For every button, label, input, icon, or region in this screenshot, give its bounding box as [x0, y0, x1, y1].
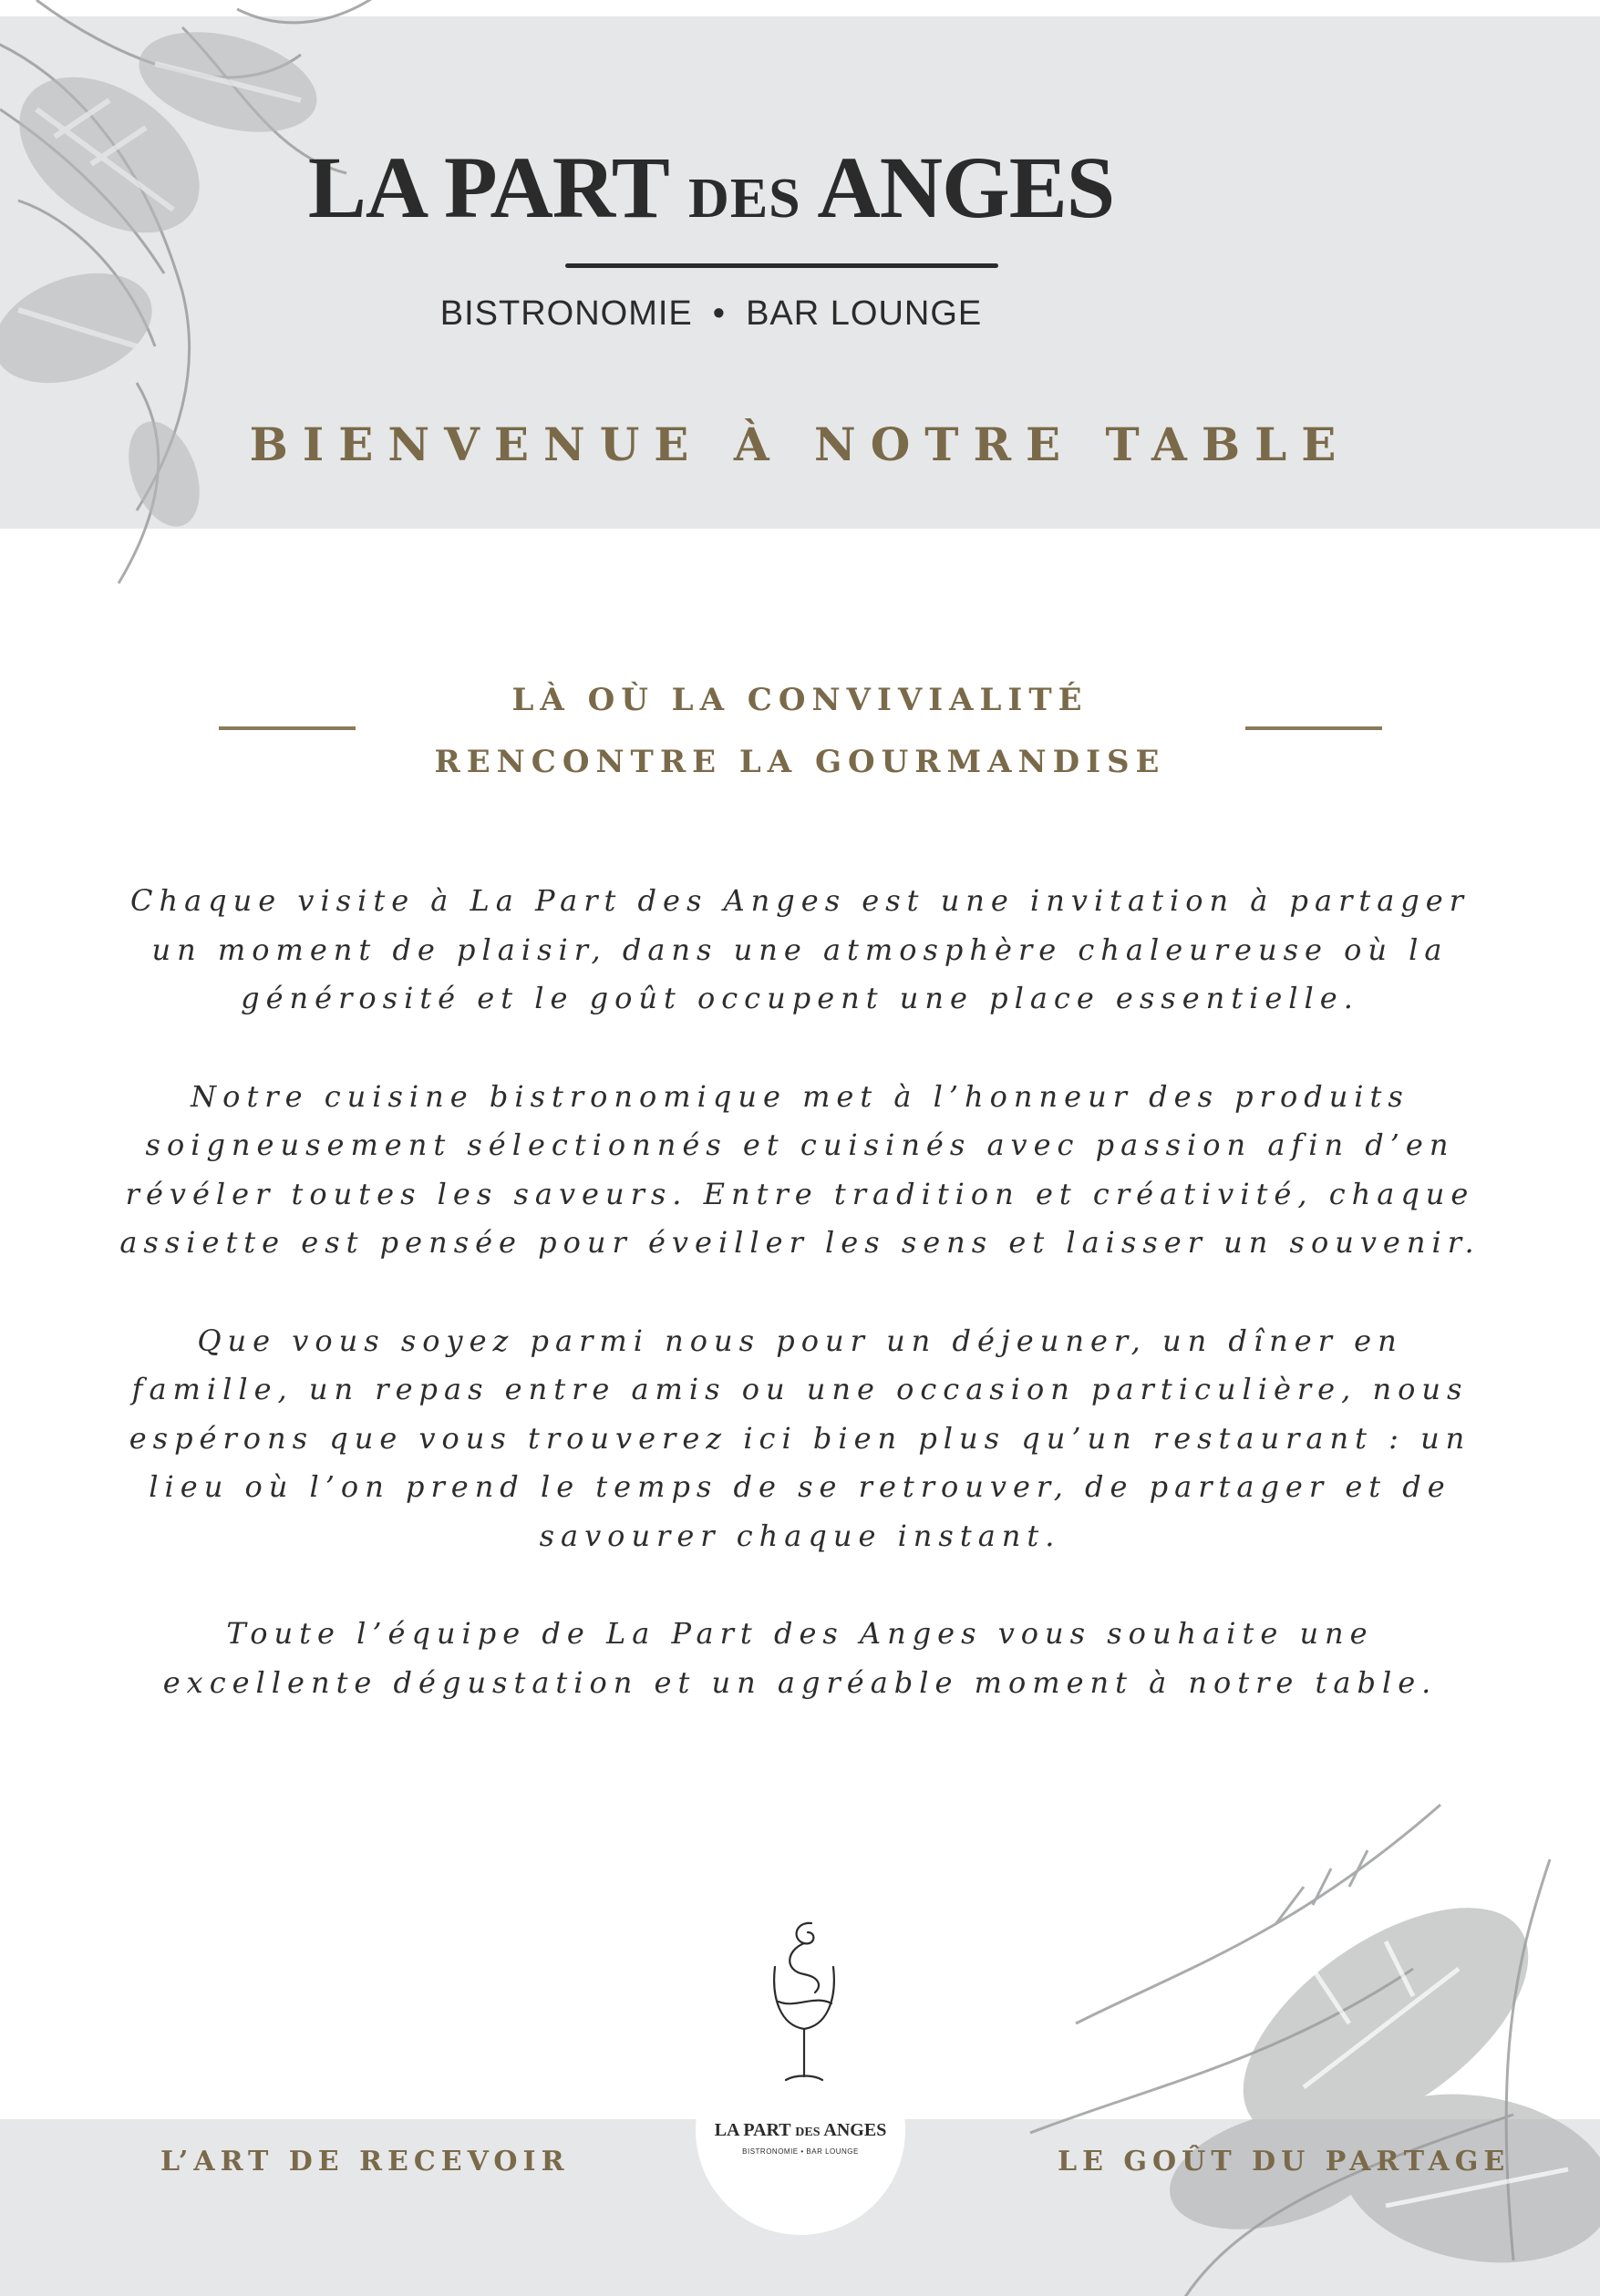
paragraph-2: Notre cuisine bistronomique met à l’honneur des produits soigneusement sélectionnés et cuisinés avec passion afin d’en révéler toutes les saveurs. Entre tradition et créativité, chaque assiette est pensée pour éveiller les sens et laisser un souvenir.	[119, 1078, 1481, 1260]
badge-subtitle: BISTRONOMIE • BAR LOUNGE	[742, 2147, 859, 2156]
section-heading	[0, 669, 1600, 793]
footer-tagline-right: LE GOÛT DU PARTAGE	[1058, 2146, 1511, 2178]
wine-glass-icon	[759, 1914, 850, 2096]
brand-subtitle	[0, 294, 1422, 334]
brand-logo-title	[0, 137, 1422, 238]
badge-name-part1: LA PART	[714, 2120, 791, 2140]
paragraph-1: Chaque visite à La Part des Anges est une invitation à partager un moment de plaisir, dans une atmosphère chaleureuse où la générosité et le goût occupent une place essentielle.	[129, 883, 1471, 1015]
footer-tagline-left: L’ART DE RECEVOIR	[160, 2146, 570, 2178]
badge-brand-name	[696, 2120, 905, 2141]
leaf-foliage-icon	[1003, 1786, 1600, 2296]
welcome-title: BIENVENUE À NOTRE TABLE	[249, 417, 1351, 471]
badge-name-part3: ANGES	[823, 2120, 887, 2140]
badge-name-part2: DES	[795, 2126, 821, 2139]
brand-name-part1: LA PART	[307, 139, 668, 236]
intro-text	[109, 877, 1491, 1756]
brand-name-part3: ANGES	[817, 139, 1115, 236]
subtitle-bistronomie: BISTRONOMIE	[439, 294, 693, 333]
paragraph-3: Que vous soyez parmi nous pour un déjeuner, un dîner en famille, un repas entre amis ou une occasion particulière, nous espérons que vous trouverez ici bien plus qu’un restaurant : un lieu où l’on prend le temps de se retrouver, de partager et de savourer chaque instant.	[129, 1323, 1471, 1553]
subtitle-separator: •	[712, 294, 727, 333]
brand-name-part2: DES	[688, 168, 801, 230]
paragraph-4: Toute l’équipe de La Part des Anges vous souhaite une excellente dégustation et un agréable moment à notre table.	[162, 1616, 1438, 1700]
section-heading-line2: RENCONTRE LA GOURMANDISE	[434, 744, 1166, 780]
section-heading-line1: LÀ OÙ LA CONVIVIALITÉ	[511, 682, 1089, 718]
logo-divider	[565, 263, 998, 268]
subtitle-bar-lounge: BAR LOUNGE	[746, 294, 983, 333]
